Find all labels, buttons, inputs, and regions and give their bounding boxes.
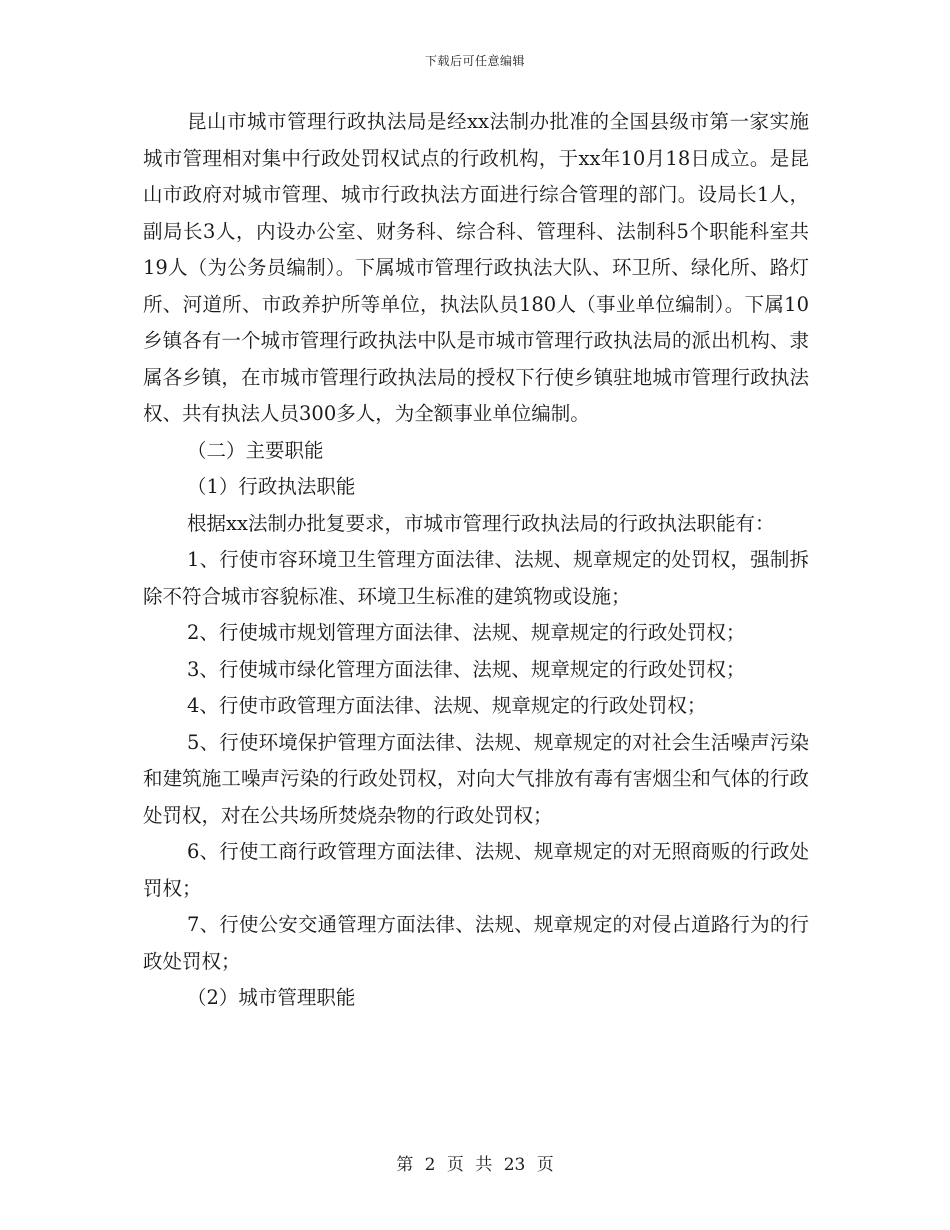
page-header: 下载后可任意编辑 <box>424 54 525 68</box>
page-footer: 第 2 页 共 23 页 <box>396 1155 554 1175</box>
subsection-heading-enforcement: （1）行政执法职能 <box>187 475 356 498</box>
list-item: 6、行使工商行政管理方面法律、法规、规章规定的对无照商贩的行政处罚权； <box>143 840 809 900</box>
list-item: 4、行使市政管理方面法律、法规、规章规定的行政处罚权； <box>187 694 707 717</box>
list-item: 5、行使环境保护管理方面法律、法规、规章规定的对社会生活噪声污染和建筑施工噪声污染的行政处罚权，对向大气排放有毒有害烟尘和气体的行政处罚权，对在公共场所焚烧杂物的行政处罚权； <box>143 730 809 827</box>
list-item: 1、行使市容环境卫生管理方面法律、法规、规章规定的处罚权，强制拆除不符合城市容貌标准、环境卫生标准的建筑物或设施； <box>143 548 809 608</box>
document-body <box>143 104 809 1017</box>
section-heading-main-functions: （二）主要职能 <box>187 438 324 462</box>
list-item: 3、行使城市绿化管理方面法律、法规、规章规定的行政处罚权； <box>187 657 746 681</box>
list-item: 2、行使城市规划管理方面法律、法规、规章规定的行政处罚权； <box>187 621 746 644</box>
basis-paragraph: 根据xx法制办批复要求，市城市管理行政执法局的行政执法职能有： <box>187 511 775 535</box>
list-item: 7、行使公安交通管理方面法律、法规、规章规定的对侵占道路行为的行政处罚权； <box>143 913 809 973</box>
subsection-heading-city-management: （2）城市管理职能 <box>187 986 356 1009</box>
intro-paragraph: 昆山市城市管理行政执法局是经xx法制办批准的全国县级市第一家实施城市管理相对集中行政处罚权试点的行政机构，于xx年10月18日成立。是昆山市政府对城市管理、城市行政执法方面进行综合管理的部门。设局长1人，副局长3人，内设办公室、财务科、综合科、管理科、法制科5个职能科室共19人（为公务员编制）。下属城市管理行政执法大队、环卫所、绿化所、路灯所、河道所、市政养护所等单位，执法队员180人（事业单位编制）。下属10乡镇各有一个城市管理行政执法中队是市城市管理行政执法局的派出机构、隶属各乡镇，在市城市管理行政执法局的授权下行使乡镇驻地城市管理行政执法权、共有执法人员300多人，为全额事业单位编制。 <box>143 110 809 425</box>
